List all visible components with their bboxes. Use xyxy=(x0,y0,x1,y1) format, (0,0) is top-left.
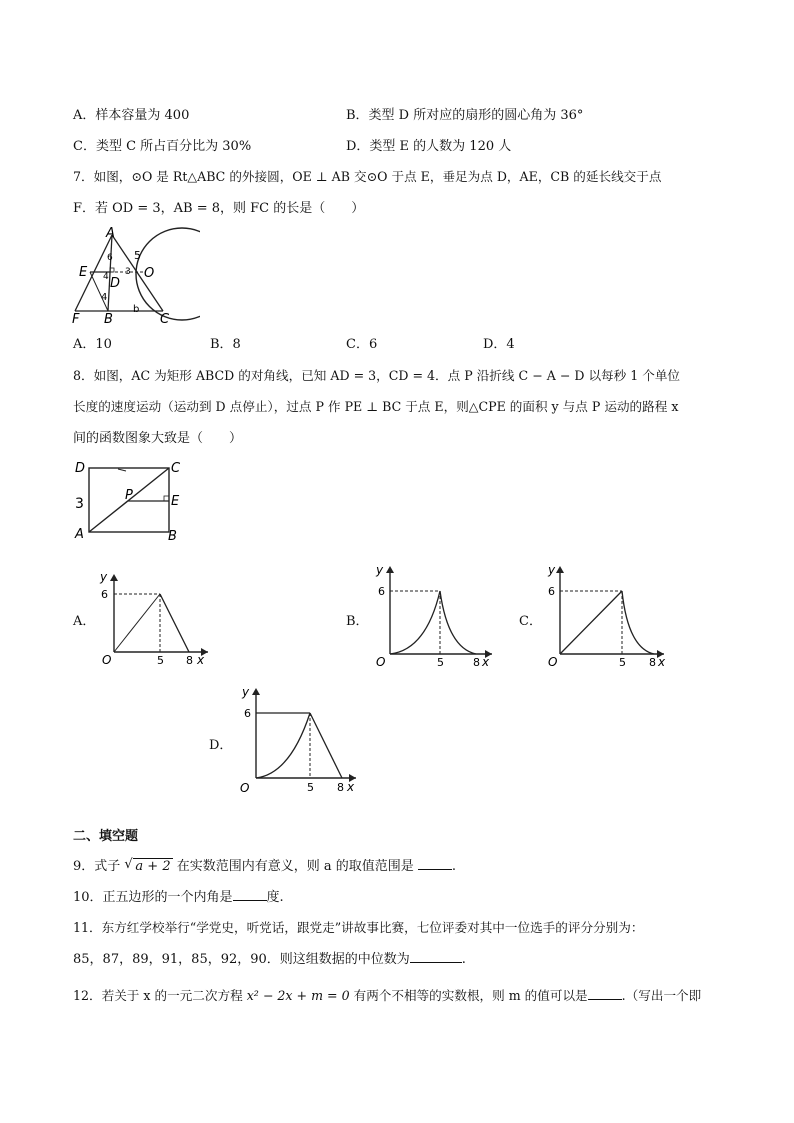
q8-label-p: P xyxy=(125,488,133,503)
q7-hw-5: 5 xyxy=(134,249,141,262)
q12-equation: x² − 2x + m = 0 xyxy=(246,988,350,1003)
q8-graph-c xyxy=(540,560,670,672)
q10-before: 10．正五边形的一个内角是 xyxy=(73,890,233,905)
q8-stem-line3: 间的函数图象大致是（ ） xyxy=(73,431,243,446)
graph-d-5: 5 xyxy=(307,781,314,794)
graph-d-o: O xyxy=(240,781,250,795)
q12-before: 12．若关于 x 的一元二次方程 xyxy=(73,988,243,1003)
graph-c-8: 8 xyxy=(649,656,656,669)
graph-c-o: O xyxy=(548,655,558,669)
graph-a-o: O xyxy=(102,653,112,667)
graph-d-8: 8 xyxy=(337,781,344,794)
graph-d-x: x xyxy=(347,780,355,794)
graph-a-6: 6 xyxy=(101,588,108,601)
graph-b-6: 6 xyxy=(378,585,385,598)
graph-b-x: x xyxy=(482,655,490,669)
q7-label-d: D xyxy=(110,276,121,291)
q7-label-a: A xyxy=(106,226,115,241)
graph-b-5: 5 xyxy=(437,656,444,669)
graph-d-y: y xyxy=(242,685,250,699)
q8-label-a: A xyxy=(75,527,84,542)
q10-after: 度. xyxy=(266,890,284,905)
q7-option-a: A．10 xyxy=(73,337,112,352)
graph-c-x: x xyxy=(658,655,666,669)
q7-label-b: B xyxy=(104,312,113,324)
q7-hw-4b: 4 xyxy=(103,272,109,282)
graph-a-5: 5 xyxy=(157,654,164,667)
q8-label-c: C xyxy=(171,461,181,476)
q7-hw-6: 6 xyxy=(107,253,113,263)
q7-label-c: C xyxy=(160,312,170,324)
graph-b-y: y xyxy=(376,563,384,577)
q8-graph-b xyxy=(368,560,498,672)
q7-option-c: C．6 xyxy=(346,337,378,352)
q7-label-f: F xyxy=(72,312,80,324)
graph-c-y: y xyxy=(548,563,556,577)
q8-hw-3: 3 xyxy=(75,496,84,512)
q9-end: . xyxy=(451,859,457,874)
q8-stem-line2: 长度的速度运动（运动到 D 点停止），过点 P 作 PE ⊥ BC 于点 E，则△CPE 的面积 y 与点 P 运动的路程 x xyxy=(73,399,679,414)
q8-option-c-letter: C． xyxy=(519,614,542,629)
q10 xyxy=(73,886,284,905)
graph-b-8: 8 xyxy=(473,656,480,669)
q8-graph-d xyxy=(232,682,362,798)
q11-line2-before: 85，87，89，91，85，92，90．则这组数据的中位数为 xyxy=(73,952,410,967)
graph-c-6: 6 xyxy=(548,585,555,598)
q8-label-b: B xyxy=(168,529,177,544)
q7-figure xyxy=(70,226,200,324)
q12-after: .（写出一个即 xyxy=(621,988,702,1003)
q7-hw-b: b xyxy=(133,304,140,315)
graph-c-5: 5 xyxy=(619,656,626,669)
q7-option-b: B．8 xyxy=(210,337,241,352)
q9-answer-blank[interactable] xyxy=(418,857,452,870)
q7-label-o: O xyxy=(144,266,155,281)
q8-label-e: E xyxy=(171,494,180,509)
q8-graph-a xyxy=(96,568,212,668)
q11-line2 xyxy=(73,948,466,967)
q7-label-e: E xyxy=(79,265,88,280)
q6-option-a: A．样本容量为 400 xyxy=(73,108,190,123)
q8-stem-line1: 8．如图，AC 为矩形 ABCD 的对角线，已知 AD = 3，CD = 4．点 P 沿折线 C − A − D 以每秒 1 个单位 xyxy=(73,368,681,383)
q8-option-a-letter: A． xyxy=(73,614,96,629)
q8-option-b-letter: B． xyxy=(346,614,369,629)
q11-line1: 11．东方红学校举行“学党史，听党话，跟党走”讲故事比赛，七位评委对其中一位选手的评分分别为： xyxy=(73,920,644,935)
q7-option-d: D．4 xyxy=(483,337,515,352)
q12-mid: 有两个不相等的实数根，则 m 的值可以是 xyxy=(353,988,588,1003)
q9 xyxy=(73,855,456,874)
section-title-fill-in: 二、填空题 xyxy=(73,829,139,844)
q10-answer-blank[interactable] xyxy=(233,888,267,901)
q9-radicand: a + 2 xyxy=(135,859,171,874)
graph-b-o: O xyxy=(376,655,386,669)
q9-sqrt: √ a + 2 xyxy=(124,857,171,874)
q7-stem-line1: 7．如图，⊙O 是 Rt△ABC 的外接圆，OE ⊥ AB 交⊙O 于点 E，垂足为点 D，AE，CB 的延长线交于点 xyxy=(73,169,662,184)
q6-option-b: B．类型 D 所对应的扇形的圆心角为 36° xyxy=(346,108,584,123)
q12 xyxy=(73,985,701,1004)
q7-stem-line2: F．若 OD = 3，AB = 8，则 FC 的长是（ ） xyxy=(73,201,365,216)
graph-d-6: 6 xyxy=(244,707,251,720)
q8-option-d-letter: D． xyxy=(209,738,233,753)
q11-answer-blank[interactable] xyxy=(410,950,462,963)
graph-a-x: x xyxy=(197,653,205,667)
graph-a-y: y xyxy=(100,570,108,584)
q6-option-d: D．类型 E 的人数为 120 人 xyxy=(346,139,512,154)
q9-before: 9．式子 xyxy=(73,859,121,874)
q8-label-d: D xyxy=(75,461,86,476)
q7-hw-3: 3 xyxy=(125,267,131,277)
q7-hw-4: 4 xyxy=(101,292,108,303)
q6-option-c: C．类型 C 所占百分比为 30% xyxy=(73,139,252,154)
q9-after: 在实数范围内有意义，则 a 的取值范围是 xyxy=(176,859,414,874)
graph-a-8: 8 xyxy=(186,654,193,667)
q8-rectangle-figure xyxy=(72,458,188,544)
q12-answer-blank[interactable] xyxy=(588,987,622,1000)
q11-line2-after: . xyxy=(461,952,466,967)
